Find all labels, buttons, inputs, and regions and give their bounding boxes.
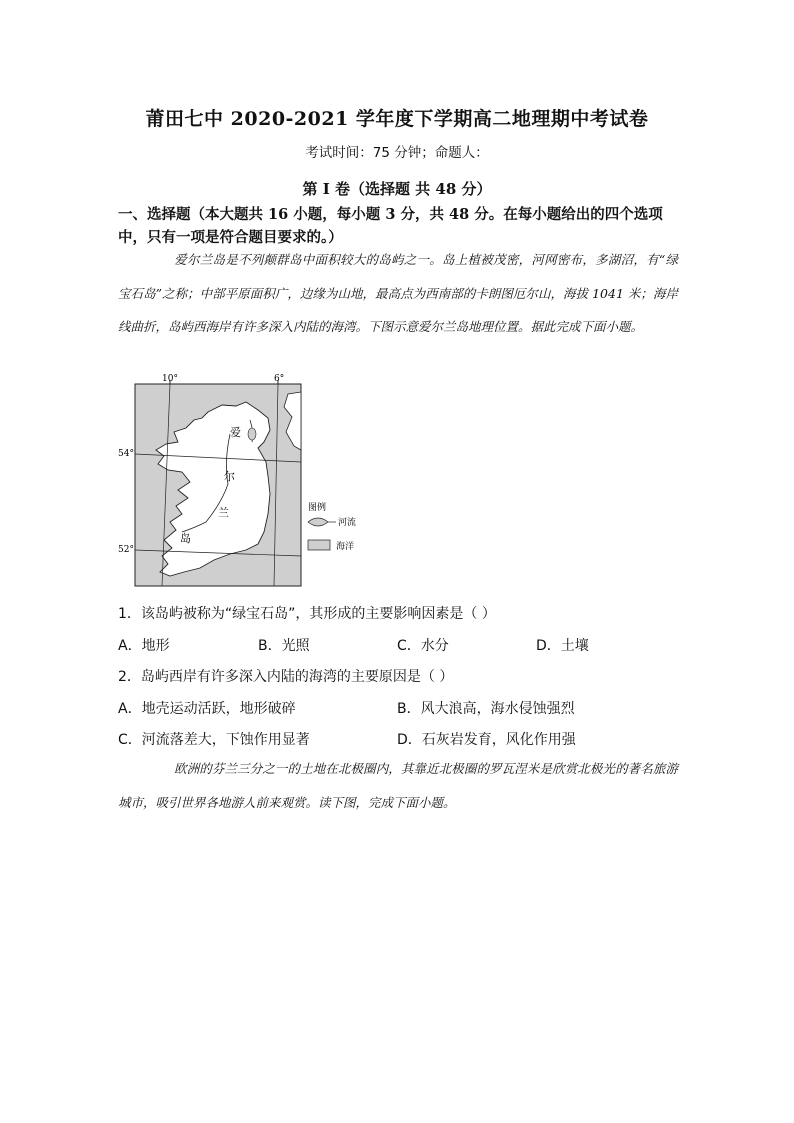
q2-option-c[interactable]: C．河流落差大，下蚀作用显著 (118, 732, 310, 748)
legend-title: 图例 (308, 503, 327, 513)
passage-ireland-text: 爱尔兰岛是不列颠群岛中面积较大的岛屿之一。岛上植被茂密，河网密布，多湖沼，有“绿宝石岛”之称；中部平原面积广，边缘为山地，最高点为西南部的卡朗图厄尔山，海拔 1041 米；海岸线曲折，岛屿西海岸有许多深入内陆的海湾。下图示意爱尔兰岛地理位置。据此完成下面小题。 (118, 252, 678, 334)
legend-river-icon (308, 518, 328, 526)
q1-option-a[interactable]: A．地形 (118, 638, 170, 654)
lat-label-52: 52° (118, 545, 134, 555)
legend-ocean-label: 海洋 (336, 542, 355, 552)
q1-option-b[interactable]: B．光照 (258, 638, 310, 654)
passage-ireland (118, 243, 678, 344)
lon-label-6: 6° (274, 374, 285, 384)
legend-ocean-swatch (308, 540, 330, 550)
q1-option-c[interactable]: C．水分 (397, 638, 449, 654)
q2-option-d[interactable]: D．石灰岩发育，风化作用强 (397, 732, 576, 748)
ireland-map (118, 372, 458, 592)
lat-label-54: 54° (118, 449, 134, 459)
part-heading: 第 I 卷（选择题 共 48 分） (302, 180, 492, 198)
exam-subtitle: 考试时间：75 分钟；命题人： (305, 145, 489, 161)
section-heading: 一、选择题（本大题共 16 小题，每小题 3 分，共 48 分。在每小题给出的四个选项中，只有一项是符合题目要求的。） (118, 206, 663, 246)
island-char-3: 兰 (218, 506, 229, 519)
lon-label-10: 10° (162, 374, 178, 384)
q2-option-a[interactable]: A．地壳运动活跃，地形破碎 (118, 701, 296, 717)
question-1-stem: 1．该岛屿被称为“绿宝石岛”，其形成的主要影响因素是（ ） (118, 606, 496, 622)
island-char-2: 尔 (224, 470, 235, 483)
island-char-1: 爱 (230, 426, 241, 439)
passage-finland (118, 752, 678, 819)
exam-title: 莆田七中 2020-2021 学年度下学期高二地理期中考试卷 (145, 108, 649, 130)
q2-option-b[interactable]: B．风大浪高，海水侵蚀强烈 (397, 701, 575, 717)
question-2-stem: 2．岛屿西岸有许多深入内陆的海湾的主要原因是（ ） (118, 669, 454, 685)
island-char-4: 岛 (180, 532, 191, 545)
passage-finland-text: 欧洲的芬兰三分之一的土地在北极圈内，其靠近北极圈的罗瓦涅米是欣赏北极光的著名旅游城市，吸引世界各地游人前来观赏。读下图，完成下面小题。 (118, 761, 678, 810)
q1-option-d[interactable]: D．土壤 (536, 638, 589, 654)
legend-river-label: 河流 (338, 518, 357, 528)
